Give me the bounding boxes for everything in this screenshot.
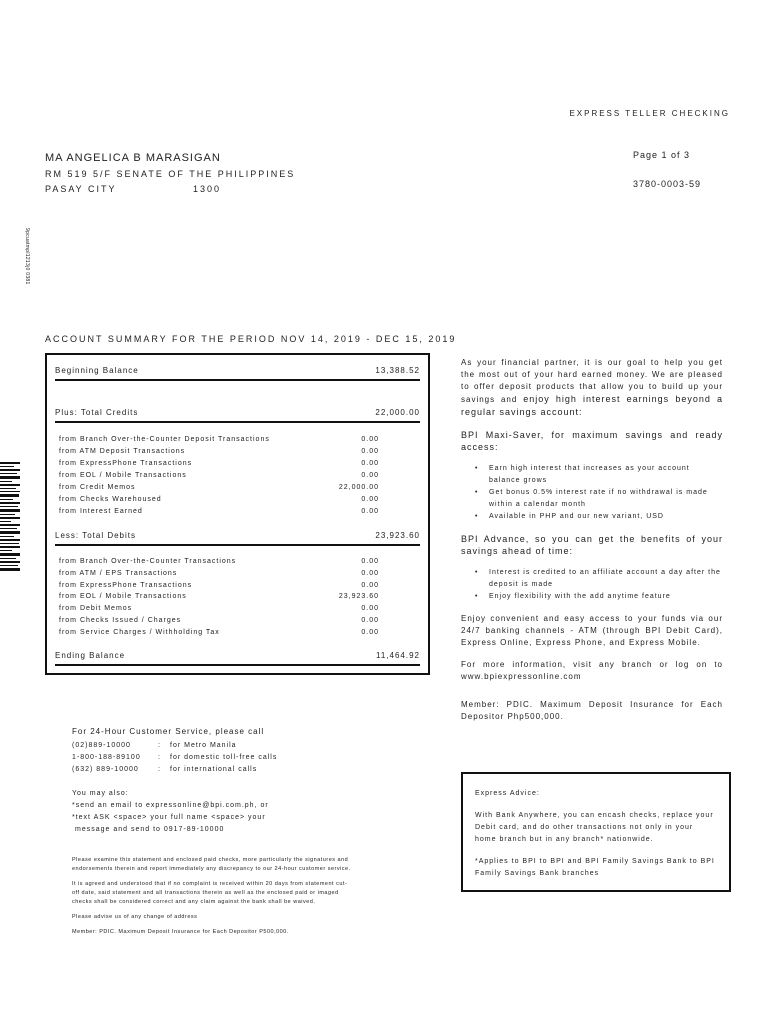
barcode-graphic bbox=[0, 462, 20, 572]
customer-service-section bbox=[72, 727, 372, 838]
credit-row-value: 0.00 bbox=[361, 508, 379, 515]
divider bbox=[55, 421, 420, 423]
credit-row-label: from Credit Memos bbox=[59, 484, 136, 491]
advice-note: *Applies to BPI to BPI and BPI Family Savings Bank to BPI Family Savings Bank branches bbox=[475, 858, 715, 877]
credit-row bbox=[59, 472, 379, 483]
address-line-1: RM 519 5/F SENATE OF THE PHILIPPINES bbox=[45, 169, 296, 179]
separator: : bbox=[158, 754, 161, 761]
promo-intro-highlight: enjoy high interest earnings beyond a regular savings account: bbox=[461, 394, 723, 417]
total-debits-row bbox=[55, 531, 420, 543]
phone-number: (632) 889-10000 bbox=[72, 766, 139, 773]
phone-number: (02)889-10000 bbox=[72, 742, 131, 749]
list-item: • Get bonus 0.5% interest rate if no withdrawal is made within a calendar month bbox=[489, 487, 723, 511]
credit-row bbox=[59, 460, 379, 471]
debit-row-value: 0.00 bbox=[361, 570, 379, 577]
list-item: • Enjoy flexibility with the add anytime feature bbox=[489, 591, 723, 603]
more-info-text: For more information, visit any branch or log on to www.bpiexpressonline.com bbox=[461, 660, 723, 681]
advice-body: With Bank Anywhere, you can encash checks, replace your Debit card, and do other transactions not only in your home branch but in any branch* nationwide. bbox=[475, 812, 714, 843]
debit-row-value: 23,923.60 bbox=[338, 593, 379, 600]
credit-row-label: from ExpressPhone Transactions bbox=[59, 460, 193, 467]
customer-name: MA ANGELICA B MARASIGAN bbox=[45, 152, 221, 164]
ending-balance-label: Ending Balance bbox=[55, 651, 126, 660]
ending-balance-value: 11,464.92 bbox=[376, 651, 420, 660]
debit-row bbox=[59, 617, 379, 628]
credit-row-label: from ATM Deposit Transactions bbox=[59, 448, 186, 455]
summary-title: ACCOUNT SUMMARY FOR THE PERIOD NOV 14, 2019 - DEC 15, 2019 bbox=[45, 334, 457, 344]
fine-print-paragraph: Member: PDIC. Maximum Deposit Insurance for Each Depositor P500,000. bbox=[72, 929, 289, 935]
page-indicator: Page 1 of 3 bbox=[633, 150, 691, 160]
debit-row-label: from Debit Memos bbox=[59, 605, 133, 612]
total-credits-row bbox=[55, 408, 420, 420]
credit-row bbox=[59, 496, 379, 507]
debit-row-value: 0.00 bbox=[361, 617, 379, 624]
debit-row-value: 0.00 bbox=[361, 605, 379, 612]
account-number: 3780-0003-59 bbox=[633, 179, 702, 189]
total-debits-value: 23,923.60 bbox=[375, 531, 420, 540]
advance-list bbox=[461, 567, 723, 603]
credit-row-value: 22,000.00 bbox=[338, 484, 379, 491]
debit-row-label: from Branch Over-the-Counter Transactions bbox=[59, 558, 237, 565]
express-advice-box bbox=[461, 772, 731, 892]
advance-heading: BPI Advance, so you can get the benefits of your savings ahead of time: bbox=[461, 534, 723, 556]
debit-row bbox=[59, 629, 379, 640]
list-item: • Interest is credited to an affiliate account a day after the deposit is made bbox=[489, 567, 723, 591]
fine-print-paragraph: Please examine this statement and enclosed paid checks, more particularly the signatures and endorsements therein and report immediately any discrepancy to our 24-hour customer service. bbox=[72, 857, 351, 872]
divider bbox=[55, 379, 420, 381]
divider bbox=[55, 664, 420, 666]
address-zip: 1300 bbox=[193, 184, 222, 194]
phone-desc: for Metro Manila bbox=[170, 742, 237, 749]
debit-row bbox=[59, 558, 379, 569]
credit-row-label: from Checks Warehoused bbox=[59, 496, 162, 503]
email-instruction: *send an email to expressonline@bpi.com.ph, or bbox=[72, 802, 269, 809]
pdic-notice: Member: PDIC. Maximum Deposit Insurance for Each Depositor Php500,000. bbox=[461, 700, 723, 721]
credit-row-value: 0.00 bbox=[361, 448, 379, 455]
total-credits-value: 22,000.00 bbox=[375, 408, 420, 417]
beginning-balance-value: 13,388.52 bbox=[375, 366, 420, 375]
debit-row bbox=[59, 570, 379, 581]
debit-row bbox=[59, 582, 379, 593]
credit-row-value: 0.00 bbox=[361, 472, 379, 479]
debit-row-label: from EOL / Mobile Transactions bbox=[59, 593, 187, 600]
debit-row-value: 0.00 bbox=[361, 582, 379, 589]
total-debits-label: Less: Total Debits bbox=[55, 531, 136, 540]
credit-row bbox=[59, 448, 379, 459]
credit-row bbox=[59, 436, 379, 447]
text-instruction-cont: message and send to 0917-89-10000 bbox=[75, 826, 225, 833]
fine-print bbox=[72, 856, 352, 943]
phone-row bbox=[72, 766, 372, 778]
list-item: • Available in PHP and our new variant, USD bbox=[489, 511, 723, 523]
debit-row-label: from ATM / EPS Transactions bbox=[59, 570, 178, 577]
ending-balance-row bbox=[55, 651, 420, 663]
debit-row-label: from Service Charges / Withholding Tax bbox=[59, 629, 220, 636]
phone-desc: for international calls bbox=[170, 766, 258, 773]
account-summary-box bbox=[45, 353, 430, 675]
credit-row-value: 0.00 bbox=[361, 496, 379, 503]
address-city: PASAY CITY bbox=[45, 184, 117, 194]
phone-number: 1-800-188-89100 bbox=[72, 754, 141, 761]
advice-title: Express Advice: bbox=[475, 790, 540, 797]
credit-row-label: from EOL / Mobile Transactions bbox=[59, 472, 187, 479]
channels-text: Enjoy convenient and easy access to your funds via our 24/7 banking channels - ATM (through BPI Debit Card), Express Online, Express Phone, and Express Mobile. bbox=[461, 614, 723, 647]
credit-row-value: 0.00 bbox=[361, 436, 379, 443]
text-instruction: *text ASK <space> your full name <space> your bbox=[72, 814, 266, 821]
debit-row-value: 0.00 bbox=[361, 558, 379, 565]
debit-row bbox=[59, 605, 379, 616]
divider bbox=[55, 544, 420, 546]
credit-row-value: 0.00 bbox=[361, 460, 379, 467]
maxisaver-heading: BPI Maxi-Saver, for maximum savings and ready access: bbox=[461, 430, 723, 452]
credit-row-label: from Branch Over-the-Counter Deposit Transactions bbox=[59, 436, 270, 443]
debit-row-label: from Checks Issued / Charges bbox=[59, 617, 182, 624]
phone-desc: for domestic toll-free calls bbox=[170, 754, 278, 761]
beginning-balance-label: Beginning Balance bbox=[55, 366, 139, 375]
list-item: • Earn high interest that increases as your account balance grows bbox=[489, 463, 723, 487]
separator: : bbox=[158, 766, 161, 773]
product-name: EXPRESS TELLER CHECKING bbox=[569, 109, 730, 118]
maxisaver-list bbox=[461, 463, 723, 523]
side-code: 9pcuatmpl1213j0 0381 bbox=[24, 228, 30, 285]
credit-row-label: from Interest Earned bbox=[59, 508, 143, 515]
promo-intro: As your financial partner, it is our goal to help you get the most out of your hard earned money. We are pleased to offer deposit products that allow you to build up your savings and bbox=[461, 358, 723, 404]
total-credits-label: Plus: Total Credits bbox=[55, 408, 139, 417]
debit-row bbox=[59, 593, 379, 604]
phone-row bbox=[72, 754, 372, 766]
customer-service-title: For 24-Hour Customer Service, please call bbox=[72, 727, 265, 736]
credit-row bbox=[59, 484, 379, 495]
debit-row-label: from ExpressPhone Transactions bbox=[59, 582, 193, 589]
fine-print-paragraph: Please advise us of any change of address bbox=[72, 914, 198, 920]
fine-print-paragraph: It is agreed and understood that if no complaint is received within 20 days from statement cut-off date, said statement and all transactions therein as well as the enclosed paid or imaged checks shall be considered correct and any claim against the bank shall be waived. bbox=[72, 881, 348, 905]
you-may-also: You may also: bbox=[72, 790, 129, 797]
credit-row bbox=[59, 508, 379, 519]
promo-section bbox=[461, 357, 723, 733]
beginning-balance-row bbox=[55, 366, 420, 378]
phone-row bbox=[72, 742, 372, 754]
separator: : bbox=[158, 742, 161, 749]
debit-row-value: 0.00 bbox=[361, 629, 379, 636]
